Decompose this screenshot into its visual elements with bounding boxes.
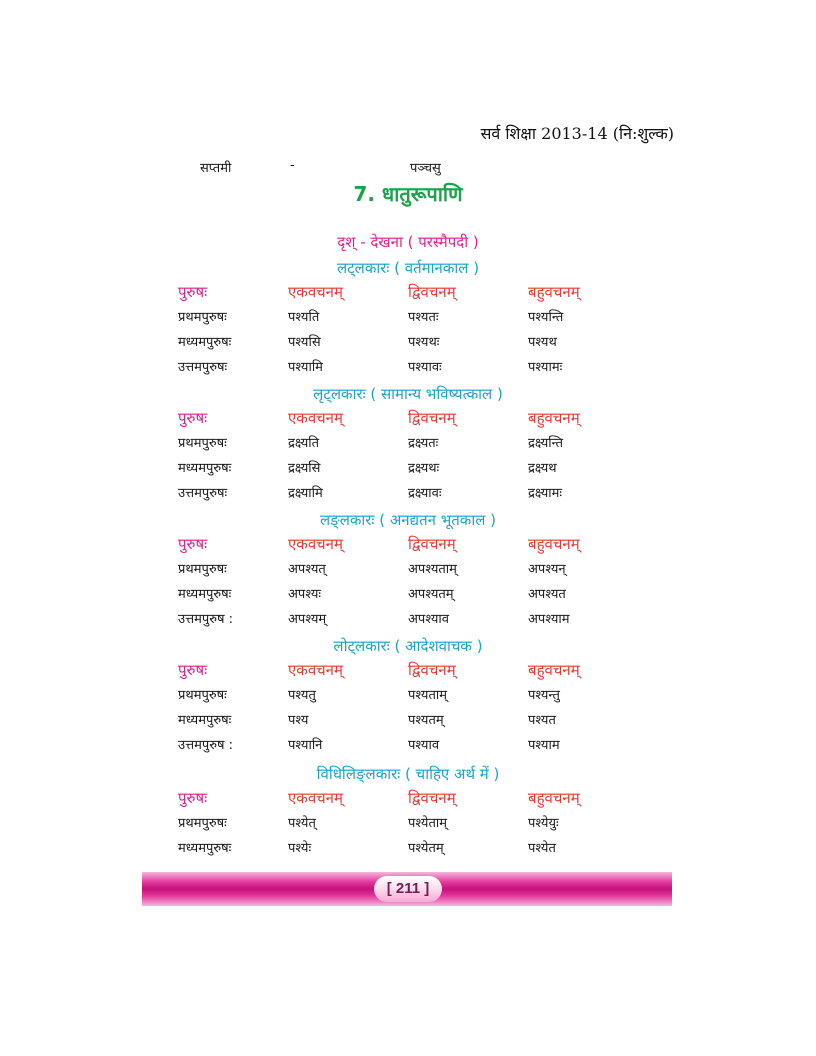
cell-ekavachan: द्रक्ष्यति [288, 436, 320, 451]
cell-dvivachan: पश्यतम् [408, 713, 444, 728]
previous-table-row [0, 158, 816, 178]
cell-purush: प्रथमपुरुषः [178, 310, 227, 325]
cell-purush: मध्यमपुरुषः [178, 335, 232, 350]
cell-dvivachan: द्रक्ष्यतः [408, 436, 439, 451]
table-row [0, 431, 816, 456]
cell-bahuvachan: अपश्याम [528, 612, 570, 627]
cell-bahuvachan: द्रक्ष्यामः [528, 486, 562, 501]
conjugation-section-lan [0, 508, 816, 632]
page-header: सर्व शिक्षा 2013-14 (नि:शुल्क) [480, 124, 674, 143]
cell-bahuvachan: अपश्यन् [528, 562, 566, 577]
header-purush: पुरुषः [178, 283, 208, 301]
column-header-row [0, 786, 816, 811]
cell-dvivachan: पश्यताम् [408, 688, 448, 703]
cell-ekavachan: अपश्यम् [288, 612, 327, 627]
cell-bahuvachan: पश्येयुः [528, 816, 559, 831]
lakar-heading: लृट्लकारः ( सामान्य भविष्यत्काल ) [313, 385, 503, 403]
conjugation-section-lot [0, 634, 816, 758]
cell-dvivachan: अपश्यताम् [408, 562, 457, 577]
conjugation-section-vidhilin [0, 762, 816, 861]
header-ekavachan: एकवचनम् [288, 409, 343, 427]
conjugation-section-lat [0, 256, 816, 380]
lakar-heading: लट्लकारः ( वर्तमानकाल ) [336, 259, 480, 277]
header-dvivachan: द्विवचनम् [408, 535, 456, 553]
table-row [0, 836, 816, 861]
conjugation-section-lrt [0, 382, 816, 506]
cell-purush: उत्तमपुरुषः [178, 486, 228, 501]
cell-ekavachan: अपश्यत् [288, 562, 326, 577]
table-row [0, 607, 816, 632]
column-header-row [0, 658, 816, 683]
cell-purush: उत्तमपुरुष : [178, 738, 234, 753]
cell-ekavachan: पश्यसि [288, 335, 321, 350]
header-ekavachan: एकवचनम् [288, 535, 343, 553]
verb-title: दृश् - देखना ( परस्मैपदी ) [337, 233, 479, 251]
header-dvivachan: द्विवचनम् [408, 283, 456, 301]
cell-dvivachan: अपश्यतम् [408, 587, 454, 602]
table-row [0, 456, 816, 481]
header-ekavachan: एकवचनम् [288, 283, 343, 301]
prev-row-dash: - [290, 158, 295, 173]
cell-dvivachan: द्रक्ष्यावः [408, 486, 442, 501]
header-bahuvachan: बहुवचनम् [528, 283, 580, 301]
table-row [0, 481, 816, 506]
table-row [0, 330, 816, 355]
header-dvivachan: द्विवचनम् [408, 409, 456, 427]
header-bahuvachan: बहुवचनम् [528, 535, 580, 553]
cell-ekavachan: पश्यतु [288, 688, 316, 703]
column-header-row [0, 532, 816, 557]
cell-bahuvachan: द्रक्ष्यन्ति [528, 436, 564, 451]
cell-ekavachan: पश्येः [288, 841, 312, 856]
cell-purush: प्रथमपुरुषः [178, 816, 227, 831]
cell-purush: उत्तमपुरुषः [178, 360, 228, 375]
cell-bahuvachan: पश्यथ [528, 335, 557, 350]
cell-dvivachan: द्रक्ष्यथः [408, 461, 440, 476]
cell-bahuvachan: द्रक्ष्यथ [528, 461, 557, 476]
cell-ekavachan: पश्य [288, 713, 309, 728]
header-ekavachan: एकवचनम् [288, 661, 343, 679]
column-header-row [0, 406, 816, 431]
cell-purush: प्रथमपुरुषः [178, 562, 227, 577]
header-dvivachan: द्विवचनम् [408, 661, 456, 679]
table-row [0, 355, 816, 380]
cell-bahuvachan: पश्यन्ति [528, 310, 564, 325]
prev-row-label: सप्तमी [200, 161, 232, 176]
cell-ekavachan: अपश्यः [288, 587, 322, 602]
header-purush: पुरुषः [178, 535, 208, 553]
column-header-row [0, 280, 816, 305]
cell-bahuvachan: पश्येत [528, 841, 556, 856]
cell-purush: मध्यमपुरुषः [178, 587, 232, 602]
cell-purush: मध्यमपुरुषः [178, 713, 232, 728]
cell-ekavachan: पश्येत् [288, 816, 316, 831]
cell-bahuvachan: पश्यत [528, 713, 556, 728]
cell-dvivachan: पश्येतम् [408, 841, 444, 856]
cell-bahuvachan: पश्यन्तु [528, 688, 560, 703]
cell-ekavachan: द्रक्ष्यसि [288, 461, 321, 476]
header-ekavachan: एकवचनम् [288, 789, 343, 807]
cell-dvivachan: पश्यथः [408, 335, 440, 350]
cell-purush: मध्यमपुरुषः [178, 841, 232, 856]
cell-dvivachan: पश्याव [408, 738, 440, 753]
table-row [0, 582, 816, 607]
chapter-title: 7. धातुरूपाणि [353, 182, 463, 206]
table-row [0, 811, 816, 836]
cell-dvivachan: पश्येताम् [408, 816, 448, 831]
cell-dvivachan: पश्यावः [408, 360, 442, 375]
header-bahuvachan: बहुवचनम् [528, 789, 580, 807]
cell-dvivachan: पश्यतः [408, 310, 439, 325]
cell-bahuvachan: अपश्यत [528, 587, 566, 602]
cell-ekavachan: द्रक्ष्यामि [288, 486, 323, 501]
cell-purush: प्रथमपुरुषः [178, 688, 227, 703]
cell-bahuvachan: पश्यामः [528, 360, 563, 375]
header-purush: पुरुषः [178, 409, 208, 427]
table-row [0, 733, 816, 758]
lakar-heading: विधिलिङ्लकारः ( चाहिए अर्थ में ) [316, 765, 500, 783]
table-row [0, 708, 816, 733]
lakar-heading: लङ्लकारः ( अनद्यतन भूतकाल ) [319, 511, 497, 529]
header-purush: पुरुषः [178, 661, 208, 679]
header-bahuvachan: बहुवचनम् [528, 661, 580, 679]
cell-purush: प्रथमपुरुषः [178, 436, 227, 451]
table-row [0, 683, 816, 708]
cell-dvivachan: अपश्याव [408, 612, 449, 627]
table-row [0, 305, 816, 330]
page-number: [ 211 ] [374, 876, 442, 902]
cell-bahuvachan: पश्याम [528, 738, 560, 753]
prev-row-value: पञ्चसु [410, 161, 441, 176]
cell-ekavachan: पश्यति [288, 310, 320, 325]
header-bahuvachan: बहुवचनम् [528, 409, 580, 427]
lakar-heading: लोट्लकारः ( आदेशवाचक ) [333, 637, 483, 655]
cell-ekavachan: पश्यामि [288, 360, 323, 375]
cell-purush: मध्यमपुरुषः [178, 461, 232, 476]
cell-ekavachan: पश्यानि [288, 738, 323, 753]
table-row [0, 557, 816, 582]
cell-purush: उत्तमपुरुष : [178, 612, 234, 627]
header-dvivachan: द्विवचनम् [408, 789, 456, 807]
header-purush: पुरुषः [178, 789, 208, 807]
